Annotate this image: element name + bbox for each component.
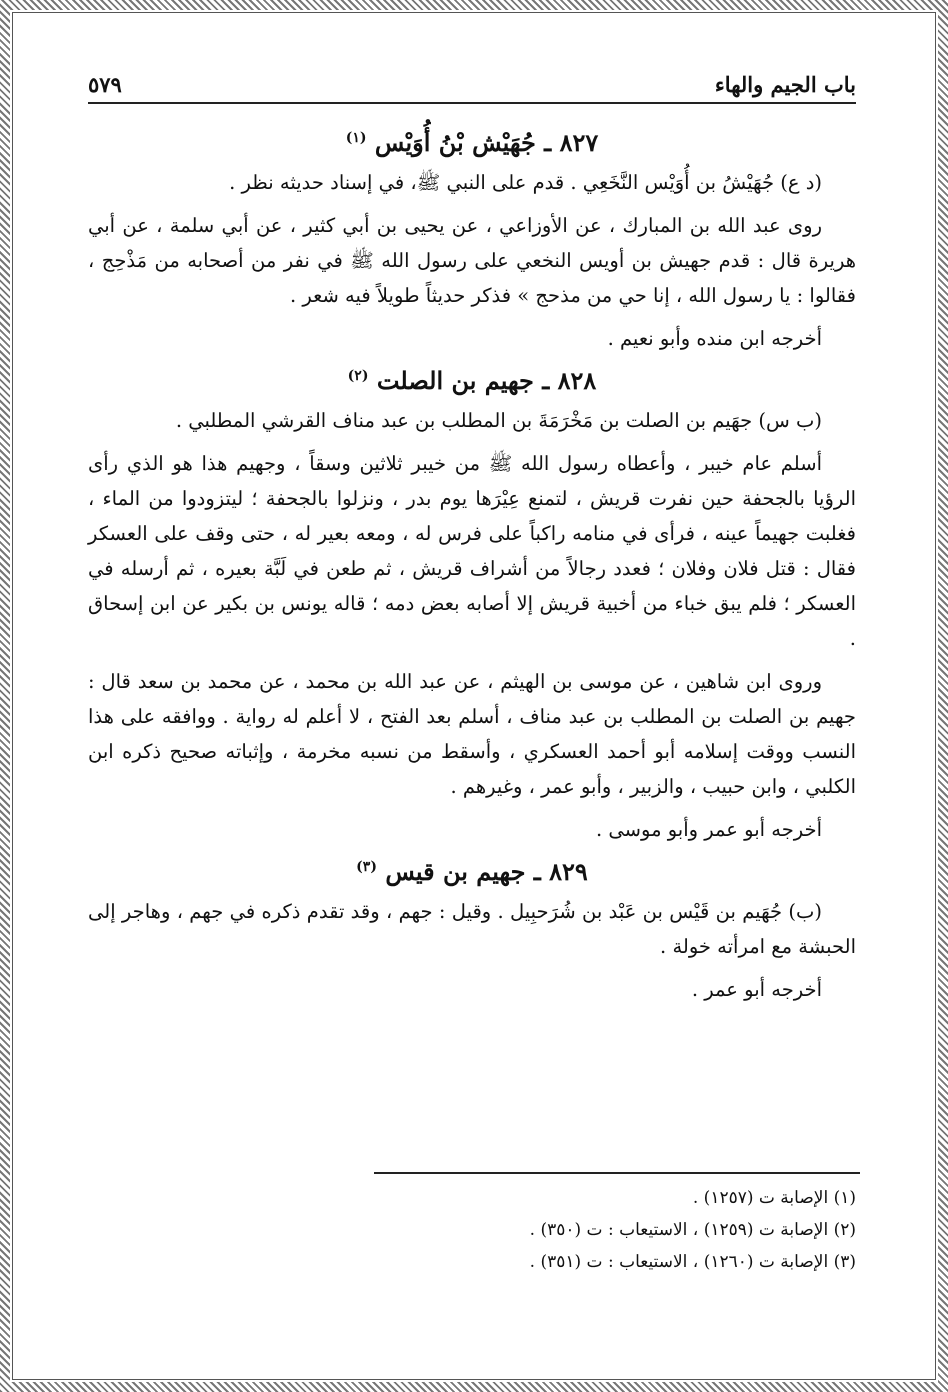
chapter-title: باب الجيم والهاء [714,72,856,97]
footnote-ref: (٢) [347,368,369,384]
entry-title [88,366,856,395]
entry-paragraph: أخرجه أبو عمر وأبو موسى . [596,818,822,841]
entry-title [88,128,856,157]
footnote-ref: (٣) [356,859,377,875]
footnote-divider [374,1172,860,1174]
footnote: (٣) الإصابة ت (١٢٦٠) ، الاستيعاب : ت (٣٥١) . [529,1252,856,1272]
entry-paragraph: روى عبد الله بن المبارك ، عن الأوزاعي ، عن يحيى بن أبي كثير ، عن أبي سلمة ، عن أبي هريرة قال : قدم جهيش بن أويس النخعي على رسول الله ﷺ في نفر من أصحابه من مَذْحِج ، فقالوا : يا رسول الله ، إنا حي من مذحج » فذكر حديثاً طويلاً فيه شعر . [88,214,856,307]
entry-paragraph: وروى ابن شاهين ، عن موسى بن الهيثم ، عن عبد الله بن محمد ، عن محمد بن سعد قال : جهيم بن الصلت بن المطلب بن عبد مناف ، أسلم بعد الفتح ، لا أعلم له رواية . ووافقه على هذا النسب ووقت إسلامه أبو أحمد العسكري ، وأسقط من نسبه مخرمة ، وإثباته صحيح ذكره ابن الكلبي ، وابن حبيب ، والزبير ، وأبو عمر ، وغيرهم . [88,670,856,798]
entry-paragraph: أخرجه ابن منده وأبو نعيم . [607,327,822,350]
entry-heading: ٨٢٩ ـ جهيم بن قيس [385,857,588,886]
footnote-ref: (١) [345,130,367,146]
footnote: (٢) الإصابة ت (١٢٥٩) ، الاستيعاب : ت (٣٥٠) . [529,1220,856,1240]
footnote: (١) الإصابة ت (١٢٥٧) . [692,1188,856,1208]
page-header [88,72,856,104]
page-number: ٥٧٩ [88,72,122,97]
entry-heading: ٨٢٧ ـ جُهَيْش بْنُ أُوَيْس [374,128,599,157]
entry-paragraph: أخرجه أبو عمر . [691,978,822,1001]
entry-paragraph: أسلم عام خيبر ، وأعطاه رسول الله ﷺ من خيبر ثلاثين وسقاً ، وجهيم هذا هو الذي رأى الرؤيا بالجحفة حين نفرت قريش ، لتمنع عِيْرَها يوم بدر ، ونزلوا بالجحفة ؛ ليتزودوا من الماء ، فغلبت جهيماً عينه ، فرأى في منامه راكباً على فرس له ، ومعه بعير له ، حتى وقف على العسكر فقال : قتل فلان وفلان ؛ فعدد رجالاً من أشراف قريش ، ثم طعن في لَبَّة بعيره ، ثم أرسله في العسكر ؛ فلم يبق خباء من أخبية قريش إلا أصابه بعض دمه ؛ قاله يونس بن بكير عن ابن إسحاق . [88,452,856,650]
entry-title [88,857,856,886]
entry-paragraph: (د ع) جُهَيْشُ بن أُوَيْس النَّخَعِي . قدم على النبي ﷺ، في إسناد حديثه نظر . [229,171,822,194]
entry-paragraph: (ب س) جهَيم بن الصلت بن مَخْرَمَةَ بن المطلب بن عبد مناف القرشي المطلبي . [175,409,822,432]
entry-heading: ٨٢٨ ـ جهيم بن الصلت [376,366,597,395]
footnotes [88,1182,856,1278]
page-body [88,118,856,1011]
entry-paragraph: (ب) جُهَيم بن قَيْس بن عَبْد بن شُرَحبِيل . وقيل : جهم ، وقد تقدم ذكره في جهم ، وهاجر إلى الحبشة مع امرأته خولة . [88,900,856,958]
